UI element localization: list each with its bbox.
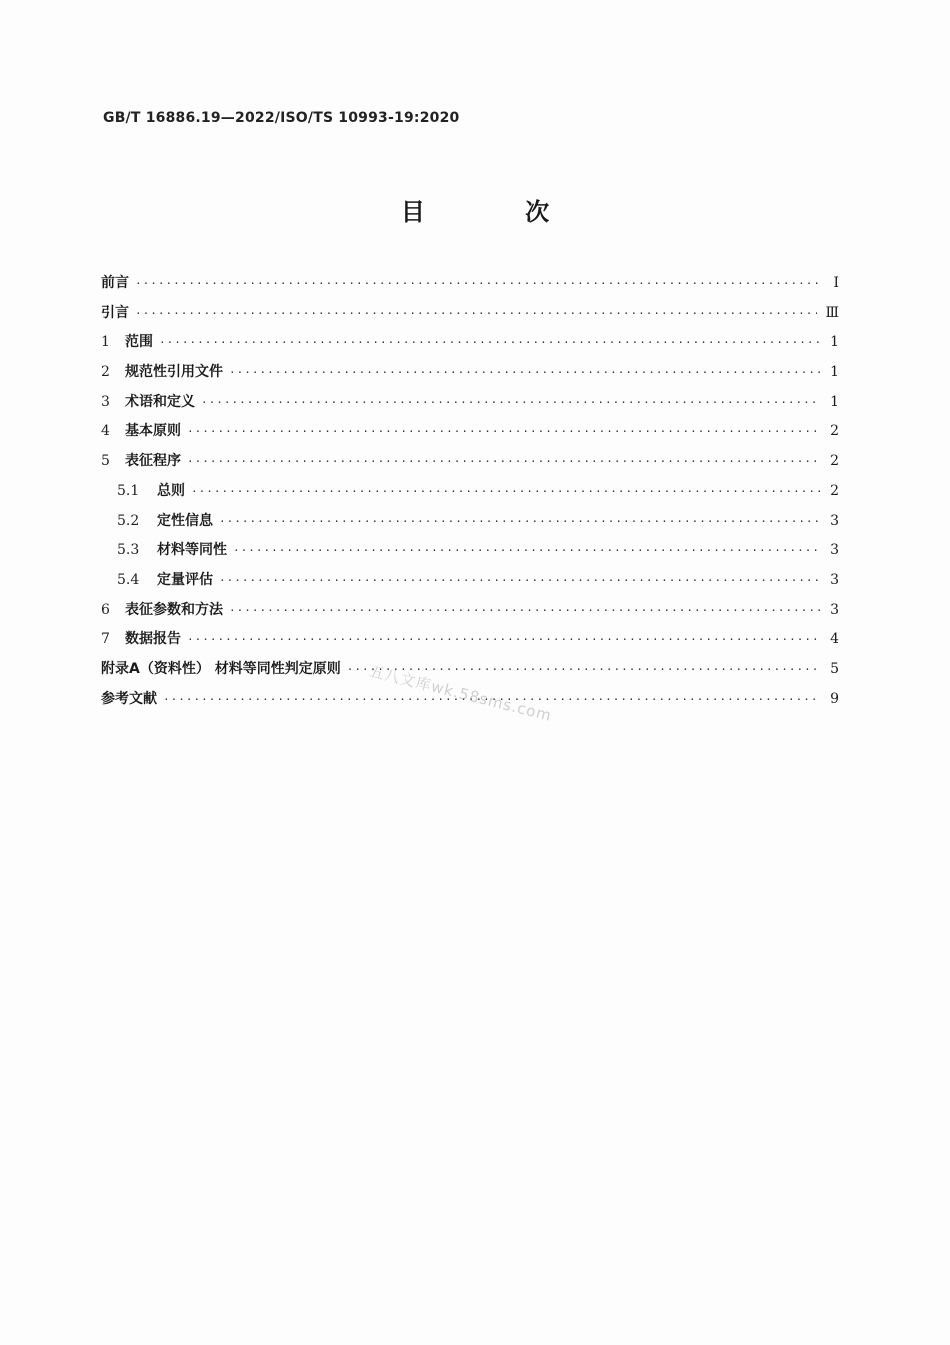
toc-entry-annex-a[interactable] [101,658,839,688]
toc-entry-label: 前言 [101,275,129,291]
toc-entry-number: 5.2 [117,512,140,529]
dot-leader [229,362,821,384]
toc-entry-number: 4 [101,423,110,440]
toc-entry-page: 4 [830,631,839,648]
toc-entry-qualitative-info[interactable] [101,510,839,540]
dot-leader [219,511,821,533]
toc-entry-introduction[interactable] [101,302,839,332]
toc-entry-data-reporting[interactable] [101,628,839,658]
toc-entry-page: 1 [830,334,839,351]
toc-entry-label: 规范性引用文件 [125,364,223,381]
toc-entry-label: 术语和定义 [125,393,195,410]
toc-entry-page: Ⅰ [833,275,839,291]
toc-entry-label: 材料等同性 [157,542,227,559]
dot-leader [187,451,821,473]
toc-entry-page: 5 [830,660,839,677]
watermark: 五八文库wk.58sms.com [367,661,554,725]
table-of-contents [101,272,839,717]
dot-leader [191,481,821,503]
standard-number-header: GB/T 16886.19—2022/ISO/TS 10993-19:2020 [103,110,460,126]
toc-entry-number: 1 [101,334,110,351]
toc-entry-page: 2 [830,423,839,440]
toc-entry-page: 3 [830,601,839,618]
toc-entry-number: 6 [101,601,110,618]
toc-entry-quantitative-assessment[interactable] [101,569,839,599]
toc-entry-foreword[interactable] [101,272,839,302]
toc-entry-number: 7 [101,631,110,648]
toc-entry-principles[interactable] [101,420,839,450]
dot-leader [201,392,821,414]
toc-entry-label: 定性信息 [157,512,213,529]
toc-entry-page: 3 [830,512,839,529]
toc-entry-terms[interactable] [101,391,839,421]
toc-entry-normative-references[interactable] [101,361,839,391]
toc-entry-label: 基本原则 [125,423,181,440]
toc-entry-label: 引言 [101,304,129,321]
toc-entry-page: 3 [830,542,839,559]
toc-entry-number: 5 [101,453,110,470]
toc-entry-number: 5.4 [117,571,140,588]
toc-entry-label: 数据报告 [125,631,181,648]
toc-title: 目 次 [400,198,596,226]
toc-entry-general[interactable] [101,480,839,510]
toc-entry-label: 定量评估 [157,571,213,588]
dot-leader [135,273,821,295]
toc-entry-page: 9 [830,690,839,707]
dot-leader [159,332,821,354]
toc-entry-page: 2 [830,482,839,499]
toc-entry-label: 参考文献 [101,690,157,707]
toc-entry-number: 2 [101,364,110,381]
toc-entry-label: 附录A（资料性） 材料等同性判定原则 [101,660,341,677]
toc-entry-page: 1 [830,364,839,381]
toc-entry-number: 3 [101,393,110,410]
toc-entry-label: 表征参数和方法 [125,601,223,618]
dot-leader [187,421,821,443]
toc-entry-number: 5.1 [117,482,140,499]
toc-entry-label: 表征程序 [125,453,181,470]
toc-entry-label: 总则 [157,482,185,499]
dot-leader [187,629,821,651]
toc-entry-parameters-methods[interactable] [101,599,839,629]
toc-entry-characterization-procedure[interactable] [101,450,839,480]
toc-entry-number: 5.3 [117,542,140,559]
dot-leader [233,540,821,562]
toc-entry-label: 范围 [125,334,153,351]
toc-entry-material-equivalence[interactable] [101,539,839,569]
toc-entry-page: 2 [830,453,839,470]
dot-leader [219,570,821,592]
dot-leader [135,303,817,325]
toc-entry-scope[interactable] [101,331,839,361]
toc-entry-page: 3 [830,571,839,588]
dot-leader [229,600,821,622]
toc-entry-page: Ⅲ [825,304,839,321]
toc-entry-page: 1 [830,393,839,410]
